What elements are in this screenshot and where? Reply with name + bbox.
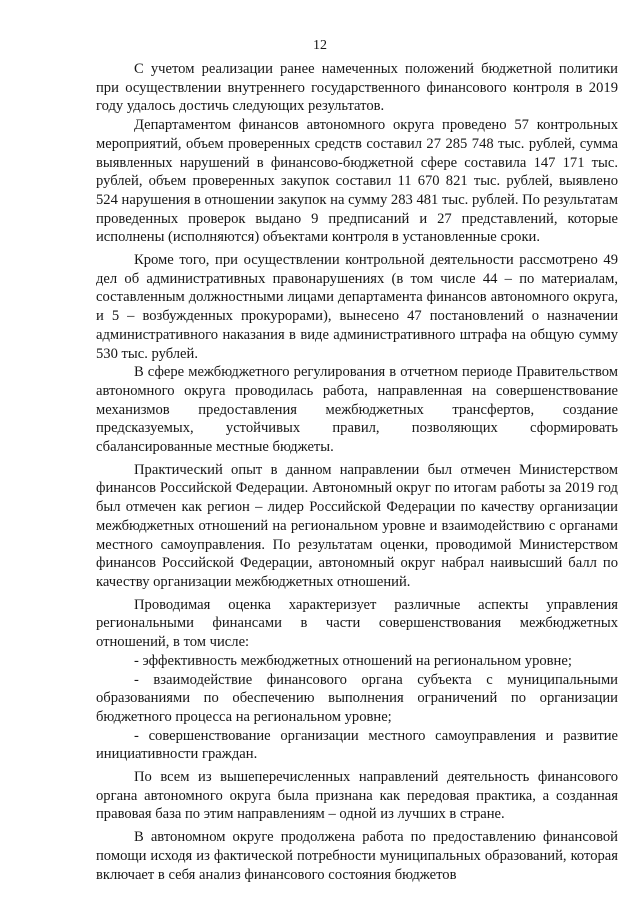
paragraph-administrative-offenses: Кроме того, при осуществлении контрольной деятельности рассмотрено 49 дел об административных правонарушениях (в том числе 44 – по материалам, составленным должностными лицами департамента финансов автономного округа, и 5 – возбужденных прокурорами), вынесено 47 постановлений о назначении административного наказания в виде административного штрафа на общую сумму 530 тыс. рублей. bbox=[96, 252, 618, 362]
list-item: - совершенствование организации местного самоуправления и развитие инициативности граждан. bbox=[96, 727, 618, 763]
paragraph-control-results-intro: С учетом реализации ранее намеченных положений бюджетной политики при осуществлении внутреннего государственного финансового контроля в 2019 году удалось достичь следующих результатов. bbox=[96, 61, 618, 115]
document-body bbox=[96, 60, 618, 884]
paragraph-assessment-aspects: Проводимая оценка характеризует различные аспекты управления региональными финансами в части совершенствования межбюджетных отношений, в том числе: bbox=[96, 596, 618, 651]
paragraph-best-practice: По всем из вышеперечисленных направлений деятельность финансового органа автономного округа была признана как передовая практика, а созданная правовая база по этим направлениям – одной из лучших в стране. bbox=[96, 769, 618, 823]
list-item: - взаимодействие финансового органа субъекта с муниципальными образованиями по обеспечению выполнения ограничений по организации бюджетного процесса на региональном уровне; bbox=[96, 671, 618, 725]
paragraph-ministry-recognition: Практический опыт в данном направлении был отмечен Министерством финансов Российской Федерации. Автономный округ по итогам работы за 2019 год был отмечен как регион – лидер Российской Федерации по качеству организации межбюджетных отношений на региональном уровне и взаимодействию с органами местного самоуправления. По результатам оценки, проводимой Министерством финансов Российской Федерации, автономный округ набрал наивысший балл по качеству организации межбюджетных отношений. bbox=[96, 461, 618, 590]
paragraph-financial-assistance: В автономном округе продолжена работа по предоставлению финансовой помощи исходя из фактической потребности муниципальных образований, которая включает в себя анализ финансового состояния бюджетов bbox=[96, 829, 618, 883]
page-number: 12 bbox=[313, 38, 327, 53]
list-item: - эффективность межбюджетных отношений на региональном уровне; bbox=[134, 652, 572, 669]
paragraph-control-activities: Департаментом финансов автономного округа проведено 57 контрольных мероприятий, объем проверенных средств составил 27 285 748 тыс. рублей, сумма выявленных нарушений в финансово-бюджетной сфере составила 147 171 тыс. рублей, объем проверенных закупок составил 11 670 821 тыс. рублей, выявлено 524 нарушения в отношении закупок на сумму 283 481 тыс. рублей. По результатам проведенных проверок выдано 9 предписаний и 27 представлений, которые исполнены (исполняются) объектами контроля в установленные сроки. bbox=[96, 117, 618, 246]
paragraph-interbudget-regulation: В сфере межбюджетного регулирования в отчетном периоде Правительством автономного округа проводилась работа, направленная на совершенствование механизмов предоставления межбюджетных трансфертов, создание предсказуемых, устойчивых правил, позволяющих сформировать сбалансированные местные бюджеты. bbox=[96, 364, 618, 456]
